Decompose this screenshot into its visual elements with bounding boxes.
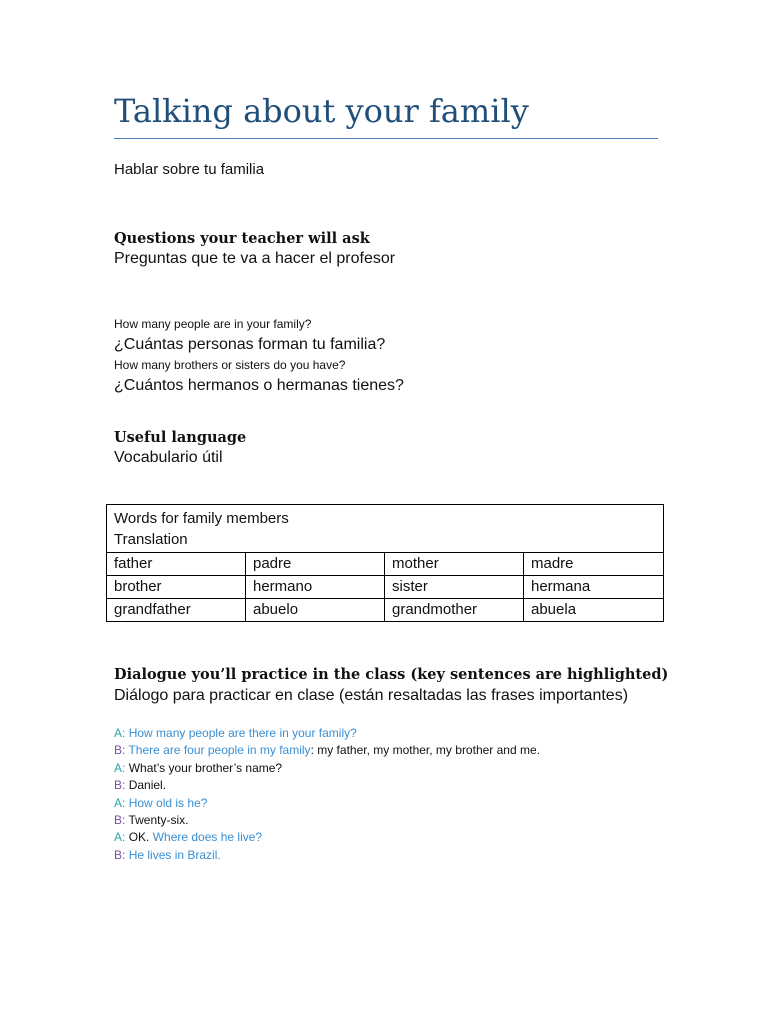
table-cell: padre	[246, 553, 385, 576]
speaker-label: B:	[114, 848, 126, 862]
table-cell: father	[107, 553, 246, 576]
speaker-label: A:	[114, 830, 126, 844]
table-row	[107, 599, 664, 622]
dialogue-heading-es: Diálogo para practicar en clase (están resaltadas las frases importantes)	[114, 687, 629, 704]
useful-heading-es: Vocabulario útil	[114, 449, 223, 466]
table-row	[107, 576, 664, 599]
dialogue-line	[114, 778, 166, 792]
table-header-row	[107, 505, 664, 553]
page-title: Talking about your family	[114, 92, 529, 130]
question-2-es: ¿Cuántos hermanos o hermanas tienes?	[114, 377, 404, 394]
dialogue-line	[114, 848, 221, 862]
dialogue-line	[114, 761, 282, 775]
table-cell: mother	[385, 553, 524, 576]
dialogue-heading-en: Dialogue you’ll practice in the class (key sentences are highlighted)	[114, 666, 669, 683]
question-1-es: ¿Cuántas personas forman tu familia?	[114, 336, 386, 353]
question-2-en: How many brothers or sisters do you have?	[114, 358, 346, 372]
table-row	[107, 553, 664, 576]
useful-heading-en: Useful language	[114, 429, 247, 446]
table-cell: sister	[385, 576, 524, 599]
table-cell: grandfather	[107, 599, 246, 622]
table-cell: madre	[524, 553, 664, 576]
table-cell: hermana	[524, 576, 664, 599]
table-cell: brother	[107, 576, 246, 599]
highlighted-sentence: How many people are there in your family?	[128, 726, 357, 740]
highlighted-sentence: How old is he?	[128, 796, 208, 810]
table-header-line-2: Translation	[114, 531, 188, 548]
table-cell: grandmother	[385, 599, 524, 622]
dialogue-line	[114, 726, 357, 740]
table-header-line-1: Words for family members	[114, 510, 289, 527]
dialogue-text: Daniel.	[128, 778, 167, 792]
dialogue-text: : my father, my mother, my brother and me.	[310, 743, 540, 757]
speaker-label: B:	[114, 813, 126, 827]
question-1-en: How many people are in your family?	[114, 317, 312, 331]
speaker-label: B:	[114, 778, 126, 792]
dialogue-text: OK.	[128, 830, 153, 844]
speaker-label: A:	[114, 796, 126, 810]
questions-heading-es: Preguntas que te va a hacer el profesor	[114, 250, 396, 267]
dialogue-line	[114, 743, 540, 757]
questions-heading-en: Questions your teacher will ask	[114, 230, 370, 247]
dialogue-text: Twenty-six.	[128, 813, 189, 827]
highlighted-sentence: Where does he live?	[152, 830, 263, 844]
speaker-label: A:	[114, 761, 126, 775]
vocab-table	[106, 504, 664, 622]
table-cell: abuela	[524, 599, 664, 622]
subtitle: Hablar sobre tu familia	[114, 161, 265, 178]
title-underline	[114, 138, 658, 139]
dialogue-text: What’s your brother’s name?	[128, 761, 283, 775]
dialogue-line	[114, 796, 207, 810]
dialogue-line	[114, 830, 262, 844]
table-cell: abuelo	[246, 599, 385, 622]
speaker-label: A:	[114, 726, 126, 740]
speaker-label: B:	[114, 743, 126, 757]
table-header-cell	[107, 505, 664, 553]
highlighted-sentence: There are four people in my family	[128, 743, 311, 757]
highlighted-sentence: He lives in Brazil.	[128, 848, 221, 862]
table-cell: hermano	[246, 576, 385, 599]
dialogue-line	[114, 813, 188, 827]
